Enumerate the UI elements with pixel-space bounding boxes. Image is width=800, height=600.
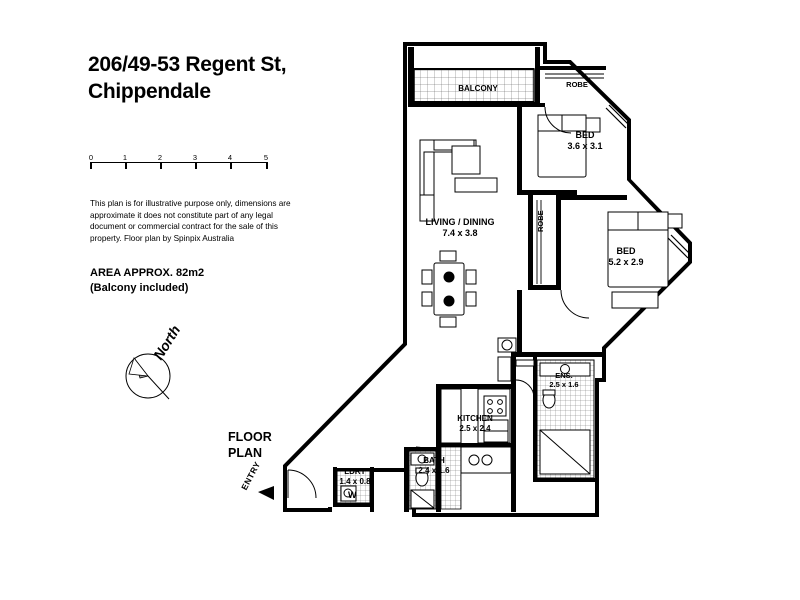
title-line-1: 206/49-53 Regent St, — [88, 53, 287, 76]
scale-tick-label: 0 — [88, 153, 94, 162]
room-label-washer: W — [348, 490, 357, 500]
scale-tick-label: 5 — [263, 153, 269, 162]
room-label-bathroom: BATH 2.4 x 1.6 — [418, 456, 450, 475]
scale-tick-label: 1 — [122, 153, 128, 162]
entry-label: ENTRY — [239, 459, 263, 492]
room-label-bed-1: BED 3.6 x 3.1 — [567, 130, 603, 151]
caption-line-2: PLAN — [228, 445, 263, 460]
caption-line-1: FLOOR — [228, 430, 272, 444]
room-label-balcony: BALCONY — [458, 84, 498, 93]
disclaimer-text: This plan is for illustrative purpose only, dimensions are approximate it does not constitute part of any legal document or commercial contract for the sale of this property. Floor plan by Spinpix Australia — [90, 199, 291, 243]
scale-tick-label: 2 — [157, 153, 163, 162]
storage-fixture — [498, 338, 516, 352]
room-label-robe-vertical: ROBE — [536, 210, 545, 232]
entry-arrow-icon — [258, 486, 274, 500]
room-label-bed-2: BED 5.2 x 2.9 — [608, 246, 644, 267]
room-label-ensuite: ENS. 2.5 x 1.6 — [549, 371, 579, 389]
room-label-kitchen: KITCHEN 2.5 x 2.4 — [457, 414, 493, 433]
room-label-robe-top: ROBE — [566, 80, 588, 89]
area-line-2: (Balcony included) — [90, 281, 189, 294]
scale-tick-label: 4 — [227, 153, 233, 162]
scale-tick-label: 3 — [192, 153, 198, 162]
room-label-living-dining: LIVING / DINING 7.4 x 3.8 — [425, 217, 495, 238]
title-line-2: Chippendale — [88, 79, 211, 103]
north-label: North — [150, 322, 184, 363]
room-label-laundry: LDRY 1.4 x 0.8 — [339, 467, 371, 486]
area-line-1: AREA APPROX. 82m2 — [90, 267, 205, 279]
